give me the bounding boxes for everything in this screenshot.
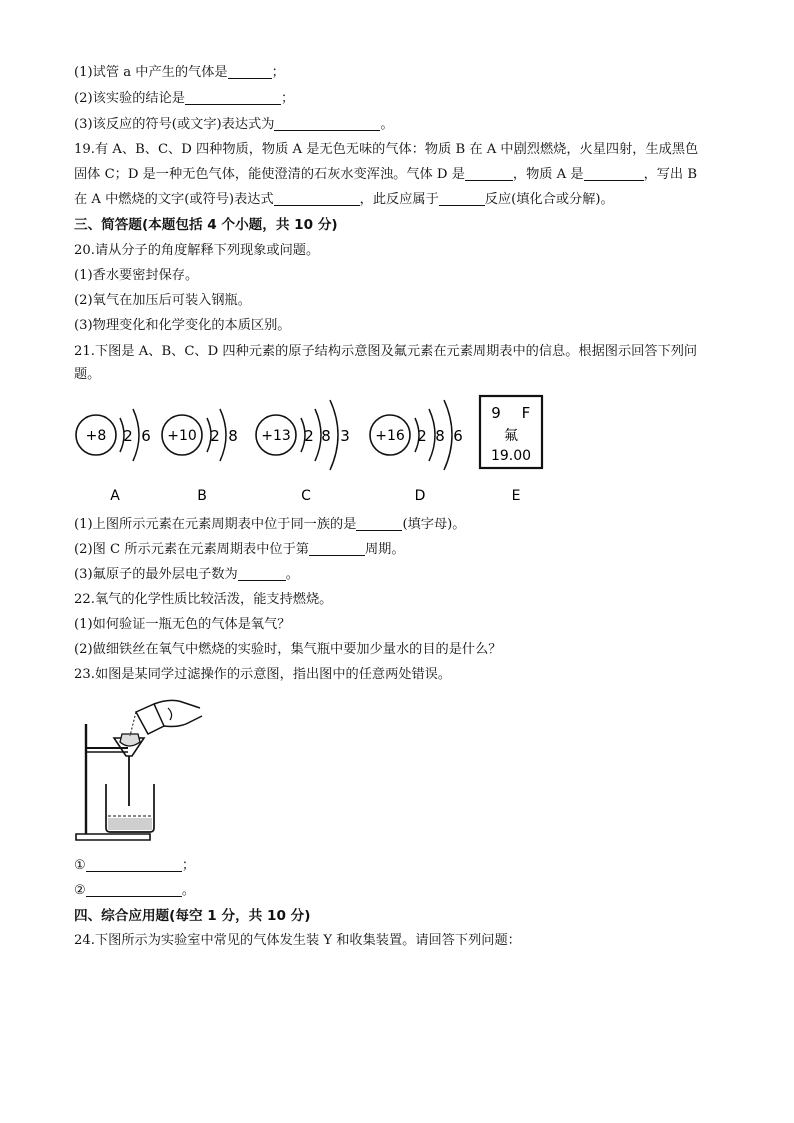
q22-sub2: (2)做细铁丝在氧气中燃烧的实验时，集气瓶中要加少量水的目的是什么？ — [74, 642, 502, 657]
q19-line1: 19.有 A、B、C、D 四种物质，物质 A 是无色无味的气体：物质 B 在 A 中剧烈燃烧，火星四射，生成黑色 — [74, 142, 699, 157]
q22-sub1: (1)如何验证一瓶无色的气体是氧气？ — [74, 617, 291, 632]
q19-line3: 在 A 中燃烧的文字(或符号)表达式 ，此反应属于 反应(填化合或分解)。 — [74, 192, 614, 207]
q20-sub3: (3)物理变化和化学变化的本质区别。 — [74, 318, 291, 333]
section-4-heading: 四、综合应用题(每空 1 分，共 10 分) — [74, 908, 311, 924]
atom-c-shell-2: 8 — [321, 427, 331, 445]
q21-line2: 题。 — [74, 367, 101, 382]
answer-blank[interactable] — [274, 191, 360, 206]
atom-c-nucleus: +13 — [261, 428, 291, 444]
q20-sub1: (1)香水要密封保存。 — [74, 268, 199, 283]
element-mass: 19.00 — [490, 448, 532, 464]
section-3-heading: 三、简答题(本题包括 4 个小题，共 10 分) — [74, 217, 338, 233]
q21-sub3: (3)氟原子的最外层电子数为 。 — [74, 567, 299, 582]
atom-d-nucleus: +16 — [375, 428, 405, 444]
answer-blank[interactable] — [356, 516, 402, 531]
answer-blank[interactable] — [309, 541, 365, 556]
atom-d-shell-2: 8 — [435, 427, 445, 445]
atom-a-shell-2: 6 — [141, 427, 151, 445]
q21-sub1: (1)上图所示元素在元素周期表中位于同一族的是 (填字母)。 — [74, 517, 466, 532]
q23-answer-1: ① ； — [74, 858, 196, 873]
atom-b-shell-2: 8 — [228, 427, 238, 445]
q23: 23.如图是某同学过滤操作的示意图，指出图中的任意两处错误。 — [74, 667, 452, 682]
answer-blank[interactable] — [238, 566, 286, 581]
atom-c-shell-3: 3 — [340, 427, 350, 445]
q24: 24.下图所示为实验室中常见的气体发生装 Y 和收集装置。请回答下列问题： — [74, 933, 521, 948]
atom-b-shell-1: 2 — [210, 427, 220, 445]
atom-b-diagram — [162, 409, 238, 504]
atom-a-shell-1: 2 — [123, 427, 133, 445]
q22: 22.氧气的化学性质比较活泼，能支持燃烧。 — [74, 592, 333, 607]
q20: 20.请从分子的角度解释下列现象或问题。 — [74, 243, 320, 258]
atom-a-label: A — [110, 488, 120, 504]
answer-blank[interactable] — [86, 857, 182, 872]
fluorine-element-card — [480, 396, 542, 504]
element-symbol: F — [521, 404, 531, 422]
q20-sub2: (2)氧气在加压后可装入钢瓶。 — [74, 293, 251, 308]
answer-blank[interactable] — [439, 191, 485, 206]
q18-sub1: (1)试管 a 中产生的气体是 ； — [74, 65, 285, 80]
q23-answer-2: ② 。 — [74, 883, 196, 898]
q21-sub2: (2)图 C 所示元素在元素周期表中位于第 周期。 — [74, 542, 405, 557]
filtration-apparatus-figure — [70, 694, 210, 846]
q18-sub2: (2)该实验的结论是 ； — [74, 91, 295, 106]
answer-blank[interactable] — [465, 166, 513, 181]
atom-structure-figure — [60, 388, 560, 510]
atom-d-shell-3: 6 — [453, 427, 463, 445]
atom-d-shell-1: 2 — [417, 427, 427, 445]
q18-sub3: (3)该反应的符号(或文字)表达式为 。 — [74, 117, 394, 132]
q21-line1: 21.下图是 A、B、C、D 四种元素的原子结构示意图及氟元素在元素周期表中的信息。根据图示回答下列问 — [74, 344, 698, 359]
atom-c-diagram — [256, 400, 350, 504]
atom-a-diagram — [76, 409, 151, 504]
atom-b-label: B — [197, 488, 207, 504]
element-card-label: E — [511, 488, 521, 504]
atom-c-shell-1: 2 — [304, 427, 314, 445]
atom-d-diagram — [370, 400, 463, 504]
atom-c-label: C — [301, 488, 311, 504]
answer-blank[interactable] — [274, 116, 380, 131]
atom-d-label: D — [414, 488, 426, 504]
element-atomic-number: 9 — [491, 404, 501, 422]
element-name: 氟 — [504, 428, 518, 444]
atom-a-nucleus: +8 — [85, 428, 107, 444]
answer-blank[interactable] — [86, 882, 182, 897]
answer-blank[interactable] — [185, 90, 281, 105]
atom-b-nucleus: +10 — [167, 428, 197, 444]
answer-blank[interactable] — [228, 64, 272, 79]
q19-line2: 固体 C；D 是一种无色气体，能使澄清的石灰水变浑浊。气体 D 是 ，物质 A 是 ，写出 B — [74, 167, 698, 182]
answer-blank[interactable] — [584, 166, 644, 181]
